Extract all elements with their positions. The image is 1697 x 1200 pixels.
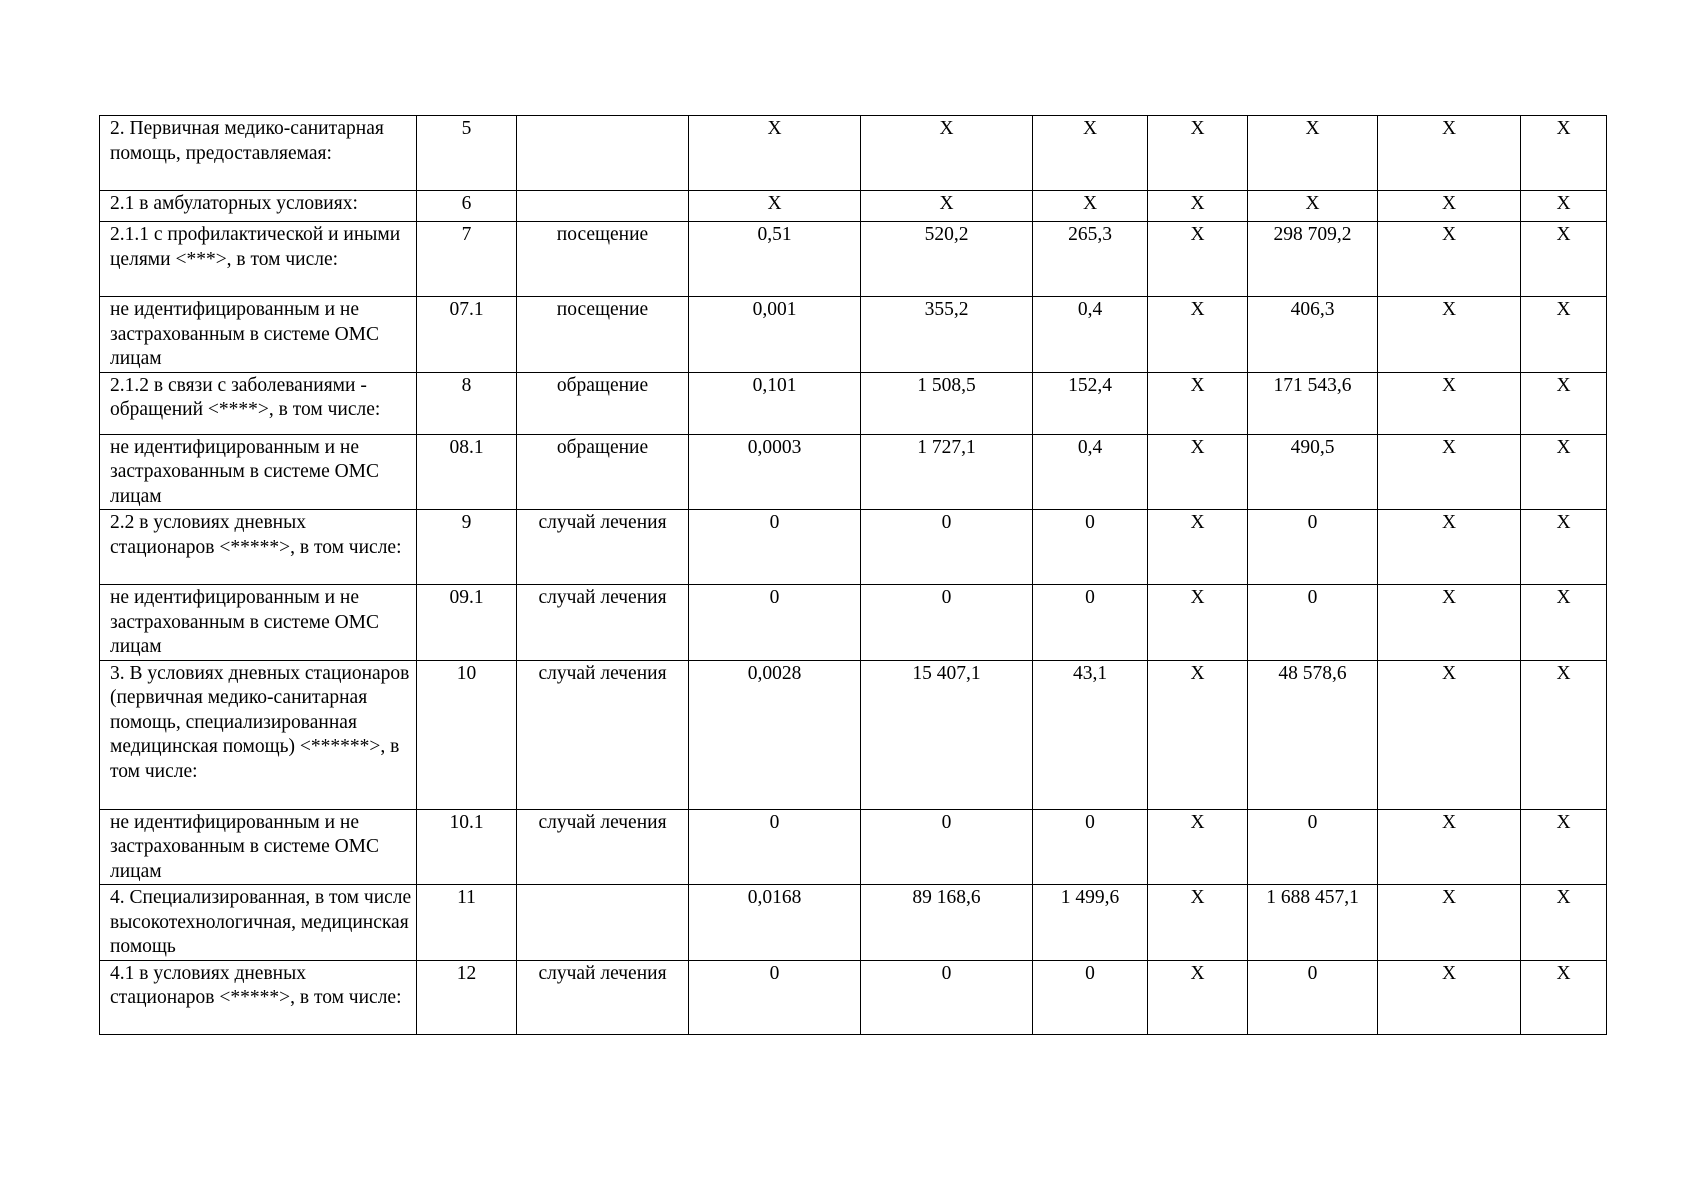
table-cell bbox=[517, 885, 689, 961]
table-cell: 0 bbox=[689, 809, 861, 885]
table-cell: 5 bbox=[417, 116, 517, 191]
table-cell: Х bbox=[1521, 297, 1607, 373]
table-cell: 2.1.2 в связи с заболеваниями - обращений <****>, в том числе: bbox=[100, 372, 417, 434]
table-cell: 2.2 в условиях дневных стационаров <*****>, в том числе: bbox=[100, 510, 417, 585]
table-cell: 4. Специализированная, в том числе высокотехнологичная, медицинская помощь bbox=[100, 885, 417, 961]
table-cell: Х bbox=[1378, 960, 1521, 1034]
table-cell: 0 bbox=[1248, 960, 1378, 1034]
table-cell: Х bbox=[1033, 191, 1148, 222]
table-body bbox=[100, 116, 1607, 1035]
table-cell: 3. В условиях дневных стационаров (первичная медико-санитарная помощь, специализированная медицинская помощь) <******>, в том числе: bbox=[100, 660, 417, 809]
table-cell: 0 bbox=[1033, 510, 1148, 585]
table-cell: Х bbox=[1148, 510, 1248, 585]
table-cell: Х bbox=[1521, 116, 1607, 191]
table-cell: случай лечения bbox=[517, 809, 689, 885]
table-cell: Х bbox=[1378, 585, 1521, 661]
table-cell: посещение bbox=[517, 222, 689, 297]
table-cell: 11 bbox=[417, 885, 517, 961]
table-cell: 490,5 bbox=[1248, 434, 1378, 510]
table-cell: 1 727,1 bbox=[861, 434, 1033, 510]
table-cell: 48 578,6 bbox=[1248, 660, 1378, 809]
table-cell: 0 bbox=[689, 585, 861, 661]
table-cell: 0 bbox=[1033, 585, 1148, 661]
table-cell: 406,3 bbox=[1248, 297, 1378, 373]
table-row bbox=[100, 585, 1607, 661]
table-cell: 0 bbox=[689, 510, 861, 585]
table-cell: Х bbox=[1148, 222, 1248, 297]
table-cell: 298 709,2 bbox=[1248, 222, 1378, 297]
table-row bbox=[100, 885, 1607, 961]
table-cell: Х bbox=[1378, 191, 1521, 222]
table-cell: случай лечения bbox=[517, 585, 689, 661]
table-cell: Х bbox=[1378, 809, 1521, 885]
table-cell: Х bbox=[1148, 372, 1248, 434]
table-row bbox=[100, 372, 1607, 434]
table-cell: не идентифицированным и не застрахованным в системе ОМС лицам bbox=[100, 809, 417, 885]
table-cell: 4.1 в условиях дневных стационаров <*****>, в том числе: bbox=[100, 960, 417, 1034]
table-cell: 2. Первичная медико-санитарная помощь, предоставляемая: bbox=[100, 116, 417, 191]
table-cell: Х bbox=[1521, 809, 1607, 885]
table-cell: Х bbox=[1378, 372, 1521, 434]
table-cell: Х bbox=[1148, 585, 1248, 661]
table-cell: Х bbox=[1521, 510, 1607, 585]
table-cell: Х bbox=[1521, 434, 1607, 510]
table-cell: 8 bbox=[417, 372, 517, 434]
table-cell bbox=[517, 191, 689, 222]
table-cell: 2.1 в амбулаторных условиях: bbox=[100, 191, 417, 222]
table-cell: Х bbox=[1521, 372, 1607, 434]
table-cell: 0,001 bbox=[689, 297, 861, 373]
table-row bbox=[100, 960, 1607, 1034]
table-cell: 08.1 bbox=[417, 434, 517, 510]
table-cell: Х bbox=[861, 116, 1033, 191]
table-cell: Х bbox=[689, 191, 861, 222]
table-cell: Х bbox=[1248, 191, 1378, 222]
table-cell: 12 bbox=[417, 960, 517, 1034]
table-cell: 0 bbox=[861, 510, 1033, 585]
table-cell: Х bbox=[689, 116, 861, 191]
table-row bbox=[100, 116, 1607, 191]
table-cell: Х bbox=[1378, 510, 1521, 585]
table-cell: Х bbox=[1148, 297, 1248, 373]
table-row bbox=[100, 660, 1607, 809]
table-cell: 7 bbox=[417, 222, 517, 297]
table-cell: Х bbox=[1378, 660, 1521, 809]
table-row bbox=[100, 297, 1607, 373]
table-cell: Х bbox=[1521, 585, 1607, 661]
table-cell: 89 168,6 bbox=[861, 885, 1033, 961]
table-cell: 0 bbox=[689, 960, 861, 1034]
table-cell bbox=[517, 116, 689, 191]
table-cell: Х bbox=[1378, 885, 1521, 961]
table-cell: 15 407,1 bbox=[861, 660, 1033, 809]
table-cell: 43,1 bbox=[1033, 660, 1148, 809]
table-cell: Х bbox=[1148, 191, 1248, 222]
table-cell: 1 688 457,1 bbox=[1248, 885, 1378, 961]
table-cell: Х bbox=[1378, 434, 1521, 510]
table-cell: 0,51 bbox=[689, 222, 861, 297]
table-cell: Х bbox=[1148, 116, 1248, 191]
table-cell: не идентифицированным и не застрахованным в системе ОМС лицам bbox=[100, 297, 417, 373]
table-cell: случай лечения bbox=[517, 660, 689, 809]
table-cell: 9 bbox=[417, 510, 517, 585]
table-cell: 0 bbox=[1248, 585, 1378, 661]
table-cell: 152,4 bbox=[1033, 372, 1148, 434]
table-cell: 0 bbox=[861, 809, 1033, 885]
table-cell: Х bbox=[1033, 116, 1148, 191]
table-cell: 0 bbox=[861, 960, 1033, 1034]
table-cell: Х bbox=[1148, 960, 1248, 1034]
table-cell: 10.1 bbox=[417, 809, 517, 885]
table-cell: 1 499,6 bbox=[1033, 885, 1148, 961]
table-row bbox=[100, 434, 1607, 510]
table-cell: обращение bbox=[517, 372, 689, 434]
table-cell: 171 543,6 bbox=[1248, 372, 1378, 434]
table-cell: Х bbox=[1148, 660, 1248, 809]
table-cell: 0 bbox=[861, 585, 1033, 661]
table-row bbox=[100, 222, 1607, 297]
table-cell: не идентифицированным и не застрахованным в системе ОМС лицам bbox=[100, 434, 417, 510]
table-cell: Х bbox=[1148, 885, 1248, 961]
table-cell: 0,4 bbox=[1033, 297, 1148, 373]
table-cell: 0,0003 bbox=[689, 434, 861, 510]
table-cell: посещение bbox=[517, 297, 689, 373]
table-cell: Х bbox=[1378, 222, 1521, 297]
table-row bbox=[100, 510, 1607, 585]
table-cell: 265,3 bbox=[1033, 222, 1148, 297]
table-cell: 0,4 bbox=[1033, 434, 1148, 510]
table-cell: 09.1 bbox=[417, 585, 517, 661]
table-cell: Х bbox=[1148, 809, 1248, 885]
table-cell: 1 508,5 bbox=[861, 372, 1033, 434]
table-cell: Х bbox=[1521, 960, 1607, 1034]
data-table bbox=[99, 115, 1607, 1035]
table-cell: обращение bbox=[517, 434, 689, 510]
table-cell: Х bbox=[1248, 116, 1378, 191]
table-cell: 355,2 bbox=[861, 297, 1033, 373]
table-cell: 0 bbox=[1248, 809, 1378, 885]
table-cell: Х bbox=[1521, 885, 1607, 961]
table-cell: 0,0028 bbox=[689, 660, 861, 809]
table-cell: случай лечения bbox=[517, 510, 689, 585]
table-cell: Х bbox=[1521, 222, 1607, 297]
table-cell: Х bbox=[861, 191, 1033, 222]
table-cell: случай лечения bbox=[517, 960, 689, 1034]
table-row bbox=[100, 191, 1607, 222]
table-cell: 0,0168 bbox=[689, 885, 861, 961]
table-cell: Х bbox=[1521, 660, 1607, 809]
table-cell: 2.1.1 с профилактической и иными целями <***>, в том числе: bbox=[100, 222, 417, 297]
table-cell: 6 bbox=[417, 191, 517, 222]
table-cell: 0 bbox=[1033, 960, 1148, 1034]
table-cell: 0 bbox=[1248, 510, 1378, 585]
table-cell: Х bbox=[1378, 116, 1521, 191]
table-cell: 520,2 bbox=[861, 222, 1033, 297]
table-cell: 0 bbox=[1033, 809, 1148, 885]
table-cell: 10 bbox=[417, 660, 517, 809]
table-cell: не идентифицированным и не застрахованным в системе ОМС лицам bbox=[100, 585, 417, 661]
table-cell: Х bbox=[1148, 434, 1248, 510]
table-row bbox=[100, 809, 1607, 885]
table-cell: 0,101 bbox=[689, 372, 861, 434]
table-cell: Х bbox=[1521, 191, 1607, 222]
table-cell: 07.1 bbox=[417, 297, 517, 373]
table-cell: Х bbox=[1378, 297, 1521, 373]
